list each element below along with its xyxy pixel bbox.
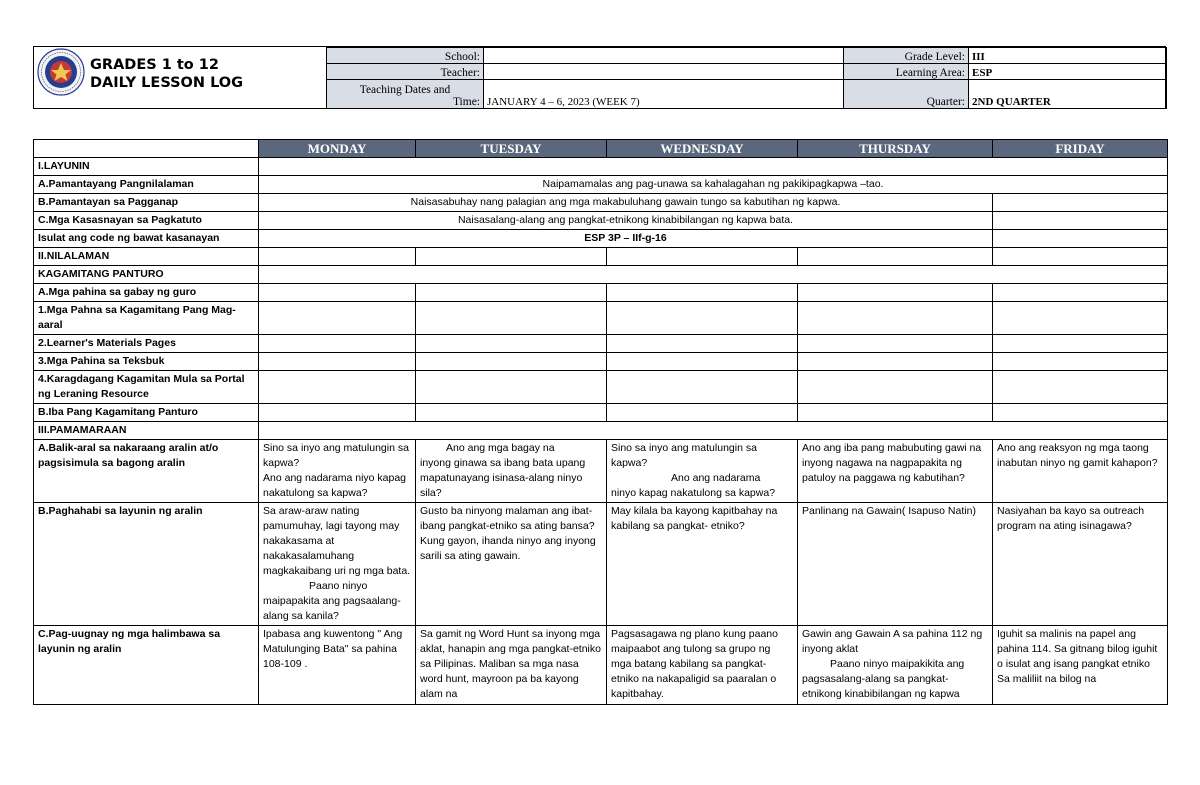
table-row — [34, 440, 1168, 503]
paghahabi-wednesday[interactable]: May kilala ba kayong kapitbahay na kabilang sa pangkat- etniko? — [607, 503, 798, 626]
table-row — [34, 230, 1168, 248]
pag-uugnay-friday[interactable]: Iguhit sa malinis na papel ang pahina 114. Sa gitnang bilog iguhit o isulat ang isang pangkat etniko Sa maliliit na bilog na — [993, 626, 1168, 705]
teaching-dates-label-line1: Teaching Dates and — [359, 84, 451, 96]
teaching-dates-label-line2: Time: — [452, 96, 480, 108]
empty-cell[interactable] — [416, 371, 607, 404]
empty-cell[interactable] — [416, 353, 607, 371]
empty-cell[interactable] — [259, 158, 1168, 176]
pag-uugnay-tuesday[interactable]: Sa gamit ng Word Hunt sa inyong mga aklat, hanapin ang mga pangkat-etniko sa Pilipinas. Maliban sa mga nasa word hunt, mayroon pa ba kayong alam na — [416, 626, 607, 705]
document-title — [90, 56, 243, 92]
empty-cell[interactable] — [607, 284, 798, 302]
empty-cell[interactable] — [993, 248, 1168, 266]
paghahabi-thursday[interactable]: Panlinang na Gawain( Isapuso Natin) — [798, 503, 993, 626]
empty-cell[interactable] — [607, 335, 798, 353]
deped-seal-logo-icon — [37, 48, 85, 96]
pag-uugnay-thursday-line2: Paano ninyo maipakikita ang — [830, 658, 965, 670]
empty-cell[interactable] — [416, 302, 607, 335]
kasanayan-text[interactable]: Naisasalang-alang ang pangkat-etnikong kinabibilangan ng kapwa bata. — [259, 212, 993, 230]
empty-cell[interactable] — [259, 353, 416, 371]
pag-uugnay-monday[interactable]: Ipabasa ang kuwentong " Ang Matulunging Bata" sa pahina 108-109 . — [259, 626, 416, 705]
table-row — [34, 248, 1168, 266]
empty-cell[interactable] — [798, 335, 993, 353]
learning-area-value[interactable]: ESP — [969, 64, 1167, 80]
empty-cell[interactable] — [993, 335, 1168, 353]
table-row — [34, 404, 1168, 422]
quarter-value[interactable]: 2ND QUARTER — [969, 80, 1167, 109]
empty-cell[interactable] — [259, 404, 416, 422]
grade-level-label: Grade Level: — [844, 48, 969, 64]
empty-cell[interactable] — [416, 404, 607, 422]
day-header-blank — [34, 140, 259, 158]
balik-aral-thursday[interactable]: Ano ang iba pang mabubuting gawi na inyong nagawa na nagpapakita ng patuloy na paggawa ng kabutihan? — [798, 440, 993, 503]
table-row — [34, 212, 1168, 230]
empty-cell[interactable] — [607, 302, 798, 335]
day-header-thursday: THURSDAY — [798, 140, 993, 158]
day-header-tuesday: TUESDAY — [416, 140, 607, 158]
pag-uugnay-thursday-line3: pagsasalang-alang sa pangkat-etnikong kinabibilangan ng kapwa — [802, 673, 960, 700]
empty-cell[interactable] — [993, 371, 1168, 404]
code-text[interactable]: ESP 3P – IIf-g-16 — [259, 230, 993, 248]
empty-cell[interactable] — [993, 353, 1168, 371]
grade-level-value[interactable]: III — [969, 48, 1167, 64]
paghahabi-tuesday[interactable] — [416, 503, 607, 626]
balik-aral-monday[interactable] — [259, 440, 416, 503]
table-row — [34, 353, 1168, 371]
row-label-pamantayan-pagganap: B.Pamantayan sa Pagganap — [34, 194, 259, 212]
day-header-monday: MONDAY — [259, 140, 416, 158]
title-line-2: DAILY LESSON LOG — [90, 75, 244, 91]
empty-cell[interactable] — [993, 230, 1168, 248]
empty-cell[interactable] — [993, 302, 1168, 335]
empty-cell[interactable] — [798, 248, 993, 266]
title-line-1: GRADES 1 to 12 — [90, 57, 219, 73]
empty-cell[interactable] — [993, 404, 1168, 422]
table-row — [34, 158, 1168, 176]
day-header-wednesday: WEDNESDAY — [607, 140, 798, 158]
row-label-pamantayan-pangnilalaman: A.Pamantayang Pangnilalaman — [34, 176, 259, 194]
quarter-label: Quarter: — [844, 80, 969, 109]
empty-cell[interactable] — [259, 266, 1168, 284]
table-row — [34, 422, 1168, 440]
empty-cell[interactable] — [416, 248, 607, 266]
balik-aral-wednesday-line3: ninyo kapag nakatulong sa kapwa? — [611, 487, 776, 499]
balik-aral-wednesday-line1: Sino sa inyo ang matulungin sa kapwa? — [611, 442, 757, 469]
row-label-pag-uugnay: C.Pag-uugnay ng mga halimbawa sa layunin ng aralin — [34, 626, 259, 705]
empty-cell[interactable] — [607, 371, 798, 404]
empty-cell[interactable] — [993, 212, 1168, 230]
paghahabi-monday-line3: maipapakita ang pagsaalang-alang sa kanila? — [263, 595, 401, 622]
pag-uugnay-wednesday[interactable]: Pagsasagawa ng plano kung paano maipaabot ang tulong sa grupo ng mga batang kabilang sa pangkat-etniko na nakapaligid sa paaralan o kapitbahay. — [607, 626, 798, 705]
row-label-nilalaman: II.NILALAMAN — [34, 248, 259, 266]
table-row — [34, 371, 1168, 404]
row-label-kasanayan: C.Mga Kasasnayan sa Pagkatuto — [34, 212, 259, 230]
paghahabi-monday[interactable] — [259, 503, 416, 626]
row-label-code: Isulat ang code ng bawat kasanayan — [34, 230, 259, 248]
paghahabi-monday-line1: Sa araw-araw nating pamumuhay, lagi tayong may nakakasama at nakakasalamuhang magkakaibang uri ng mga bata. — [263, 505, 411, 577]
table-row — [34, 503, 1168, 626]
balik-aral-monday-line1: Sino sa inyo ang matulungin sa kapwa? — [263, 442, 409, 469]
empty-cell[interactable] — [259, 248, 416, 266]
paghahabi-tuesday-line2: Kung gayon, ihanda ninyo ang inyong sarili sa ating gawain. — [420, 535, 596, 562]
balik-aral-wednesday-line2: Ano ang nadarama — [671, 472, 761, 484]
empty-cell[interactable] — [798, 284, 993, 302]
learning-area-label: Learning Area: — [844, 64, 969, 80]
pag-uugnay-thursday-line1: Gawin ang Gawain A sa pahina 112 ng inyong aklat — [802, 628, 983, 655]
empty-cell[interactable] — [798, 404, 993, 422]
empty-cell[interactable] — [607, 404, 798, 422]
table-row — [34, 335, 1168, 353]
teaching-dates-label — [327, 80, 484, 109]
empty-cell[interactable] — [607, 248, 798, 266]
teaching-dates-value[interactable]: JANUARY 4 – 6, 2023 (WEEK 7) — [484, 80, 844, 109]
row-label-layunin: I.LAYUNIN — [34, 158, 259, 176]
empty-cell[interactable] — [259, 335, 416, 353]
row-label-lm-pages: 2.Learner's Materials Pages — [34, 335, 259, 353]
row-label-paghahabi: B.Paghahabi sa layunin ng aralin — [34, 503, 259, 626]
lesson-grid — [33, 139, 1168, 705]
empty-cell[interactable] — [259, 371, 416, 404]
row-label-balik-aral: A.Balik-aral sa nakaraang aralin at/o pagsisimula sa bagong aralin — [34, 440, 259, 503]
balik-aral-monday-line2: Ano ang nadarama niyo kapag nakatulong sa kapwa? — [263, 472, 407, 499]
balik-aral-friday[interactable]: Ano ang reaksyon ng mga taong inabutan ninyo ng gamit kahapon? — [993, 440, 1168, 503]
pamantayan-pangnilalaman-text[interactable]: Naipamamalas ang pag-unawa sa kahalagahan ng pakikipagkapwa –tao. — [259, 176, 1168, 194]
school-label: School: — [327, 48, 484, 64]
teacher-label: Teacher: — [327, 64, 484, 80]
balik-aral-wednesday[interactable] — [607, 440, 798, 503]
day-header-row — [34, 140, 1168, 158]
table-row — [34, 626, 1168, 705]
day-header-friday: FRIDAY — [993, 140, 1168, 158]
empty-cell[interactable] — [416, 335, 607, 353]
balik-aral-tuesday-line2: inyong ginawa sa ibang bata upang mapatunayang isinasa-alang ninyo sila? — [420, 457, 586, 499]
info-table — [326, 47, 1167, 109]
empty-cell[interactable] — [993, 194, 1168, 212]
row-label-pamamaraan: III.PAMAMARAAN — [34, 422, 259, 440]
empty-cell[interactable] — [259, 422, 1168, 440]
row-label-teksbuk: 3.Mga Pahina sa Teksbuk — [34, 353, 259, 371]
empty-cell[interactable] — [798, 371, 993, 404]
empty-cell[interactable] — [259, 302, 416, 335]
empty-cell[interactable] — [259, 284, 416, 302]
empty-cell[interactable] — [798, 302, 993, 335]
pag-uugnay-thursday[interactable] — [798, 626, 993, 705]
empty-cell[interactable] — [607, 353, 798, 371]
row-label-gabay: A.Mga pahina sa gabay ng guro — [34, 284, 259, 302]
balik-aral-tuesday-line1: Ano ang mga bagay na — [446, 442, 555, 454]
table-row — [34, 266, 1168, 284]
teacher-value[interactable] — [484, 64, 844, 80]
row-label-iba-pang: B.Iba Pang Kagamitang Panturo — [34, 404, 259, 422]
empty-cell[interactable] — [993, 284, 1168, 302]
row-label-kagamitan: KAGAMITANG PANTURO — [34, 266, 259, 284]
table-row — [34, 176, 1168, 194]
table-row — [34, 302, 1168, 335]
school-value[interactable] — [484, 48, 844, 64]
paghahabi-monday-line2: Paano ninyo — [309, 580, 368, 592]
row-label-kagamitang-mag-aaral: 1.Mga Pahna sa Kagamitang Pang Mag-aaral — [34, 302, 259, 335]
empty-cell[interactable] — [798, 353, 993, 371]
balik-aral-tuesday[interactable] — [416, 440, 607, 503]
pamantayan-pagganap-text[interactable]: Naisasabuhay nang palagian ang mga makabuluhang gawain tungo sa kabutihan ng kapwa. — [259, 194, 993, 212]
empty-cell[interactable] — [416, 284, 607, 302]
paghahabi-tuesday-line1: Gusto ba ninyong malaman ang ibat-ibang pangkat-etniko sa ating bansa? — [420, 505, 595, 532]
table-row — [34, 194, 1168, 212]
table-row — [34, 284, 1168, 302]
row-label-karagdagang: 4.Karagdagang Kagamitan Mula sa Portal ng Leraning Resource — [34, 371, 259, 404]
paghahabi-friday[interactable]: Nasiyahan ba kayo sa outreach program na ating isinagawa? — [993, 503, 1168, 626]
